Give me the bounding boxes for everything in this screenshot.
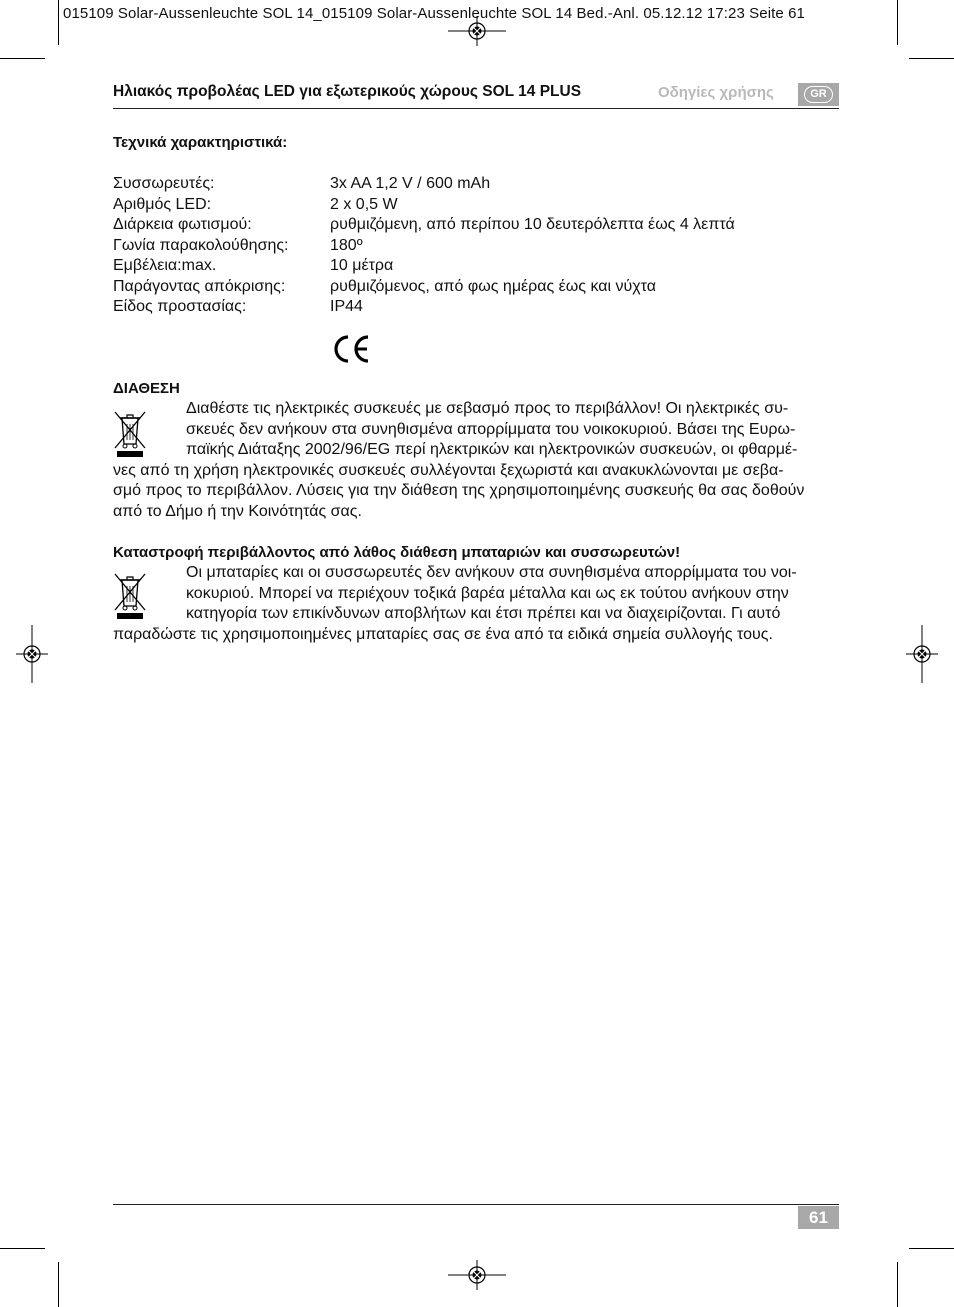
spec-row xyxy=(113,297,735,318)
crosshair-registration-icon xyxy=(906,625,938,683)
crosshair-registration-icon xyxy=(16,625,48,683)
spec-value: 180º xyxy=(330,236,363,254)
text-line: κατηγορία των επικίνδυνων αποβλήτων και έτσι πρέπει και να διαχειρίζονται. Γι αυτό xyxy=(186,605,781,622)
disposal-paragraph xyxy=(113,399,843,522)
batteries-title: Καταστροφή περιβάλλοντος από λάθος διάθεση μπαταριών και συσσωρευτών! xyxy=(113,544,681,561)
text-line: Διαθέστε τις ηλεκτρικές συσκευές με σεβασμό προς το περιβάλλον! Οι ηλεκτρικές συ- xyxy=(186,400,789,417)
spec-row xyxy=(113,195,735,216)
spec-label: Εμβέλεια:max. xyxy=(113,257,217,274)
footer-rule xyxy=(113,1204,839,1205)
language-badge-label: GR xyxy=(804,86,833,103)
spec-row xyxy=(113,236,735,257)
spec-label: Είδος προστασίας: xyxy=(113,298,247,315)
spec-value: 10 μέτρα xyxy=(330,257,394,274)
text-line: παϊκής Διάταξης 2002/96/EG περί ηλεκτρικών και ηλεκτρονικών συσκευών, οι φθαρμέ- xyxy=(186,441,798,458)
crosshair-registration-icon xyxy=(448,16,506,46)
spec-row xyxy=(113,277,735,298)
ce-mark-icon xyxy=(330,333,372,365)
text-line: από το Δήμο ή την Κοινότητάς σας. xyxy=(113,502,362,520)
spec-row xyxy=(113,215,735,236)
batteries-paragraph xyxy=(113,563,843,645)
text-line: Οι μπαταρίες και οι συσσωρευτές δεν ανήκουν στα συνηθισμένα απορρίμματα του νοι- xyxy=(186,564,797,581)
spec-row xyxy=(113,256,735,277)
spec-value: ρυθμιζόμενος, από φως ημέρας έως και νύχτα xyxy=(330,277,656,295)
header-subtitle: Οδηγίες χρήσης xyxy=(658,84,774,101)
specs-title: Τεχνικά χαρακτηριστικά: xyxy=(113,134,288,151)
text-line: νες από τη χρήση ηλεκτρονικές συσκευές συλλέγονται ξεχωριστά και ανακυκλώνονται με σεβα- xyxy=(113,461,784,479)
crosshair-registration-icon xyxy=(448,1260,506,1290)
spec-value: ρυθμιζόμενη, από περίπου 10 δευτερόλεπτα έως 4 λεπτά xyxy=(330,216,735,233)
print-info: 015109 Solar-Aussenleuchte SOL 14_015109 Solar-Aussenleuchte SOL 14 Bed.-Anl. 05.12.12 17:23 Seite 61 xyxy=(63,5,806,22)
spec-label: Αριθμός LED: xyxy=(113,195,212,213)
language-badge xyxy=(798,83,839,106)
spec-row xyxy=(113,174,735,195)
header-title: Ηλιακός προβολέας LED για εξωτερικούς χώρους SOL 14 PLUS xyxy=(113,83,582,100)
spec-table xyxy=(113,174,735,318)
spec-label: Διάρκεια φωτισμού: xyxy=(113,216,252,233)
page-number: 61 xyxy=(798,1206,839,1229)
spec-value: IP44 xyxy=(330,298,363,315)
spec-value: 3x AA 1,2 V / 600 mAh xyxy=(330,175,491,192)
header-rule xyxy=(113,108,839,109)
text-line: παραδώστε τις χρησιμοποιημένες μπαταρίες σας σε ένα από τα ειδικά σημεία συλλογής τους. xyxy=(113,625,773,643)
text-line: κοκυριού. Μπορεί να περιέχουν τοξικά βαρέα μέταλλα και ως εκ τούτου ανήκουν στην xyxy=(186,584,789,602)
disposal-title: ΔΙΑΘΕΣΗ xyxy=(113,380,180,397)
text-line: σκευές δεν ανήκουν στα συνηθισμένα απορρίμματα του νοικοκυριού. Βάσει της Ευρω- xyxy=(186,420,796,438)
spec-value: 2 x 0,5 W xyxy=(330,195,398,213)
text-line: σμό προς το περιβάλλον. Λύσεις για την διάθεση της χρησιμοποιημένης συσκευής θα σας δοθούν xyxy=(113,482,805,499)
spec-label: Συσσωρευτές: xyxy=(113,175,215,192)
spec-label: Γωνία παρακολούθησης: xyxy=(113,236,289,254)
spec-label: Παράγοντας απόκρισης: xyxy=(113,277,286,295)
